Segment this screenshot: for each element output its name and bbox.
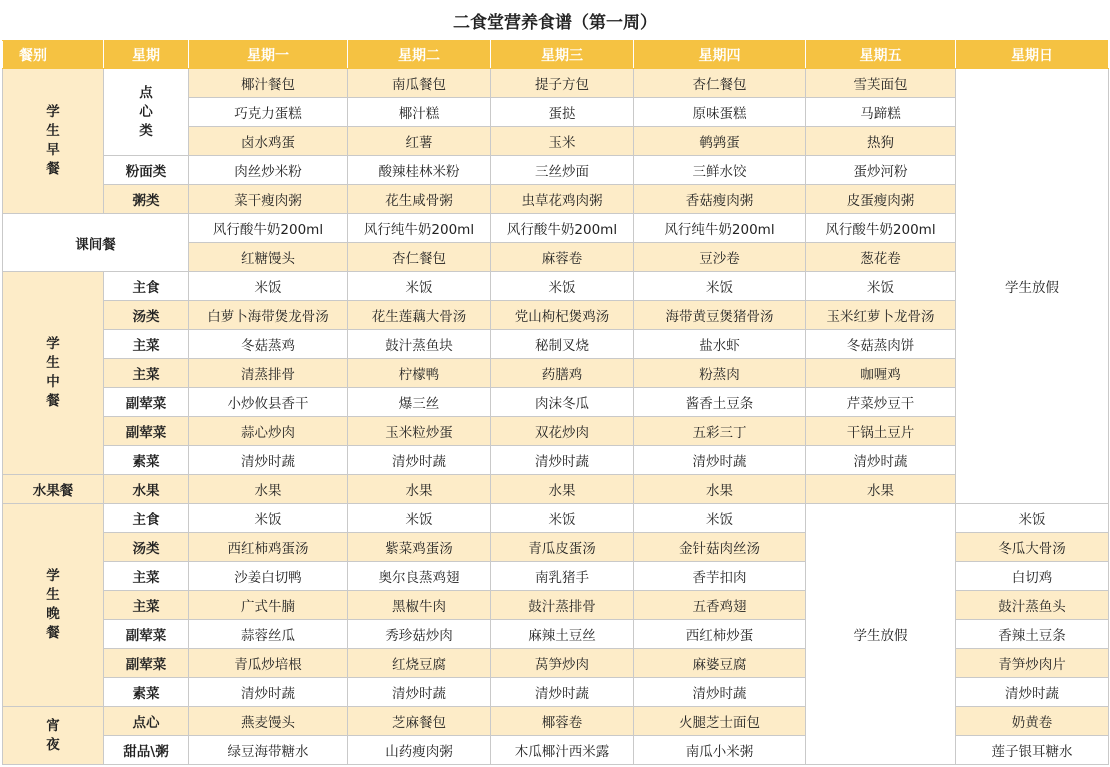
category-breakfast-label: 学 生 早 餐 [46, 104, 60, 177]
menu-cell[interactable]: 红烧豆腐 [348, 649, 491, 678]
header-row [3, 41, 1109, 69]
menu-cell[interactable]: 清炒时蔬 [491, 678, 634, 707]
menu-cell[interactable]: 米饭 [806, 272, 956, 301]
menu-cell[interactable]: 清炒时蔬 [634, 446, 806, 475]
category-dinner-label: 学 生 晚 餐 [46, 568, 60, 641]
menu-cell[interactable]: 米饭 [634, 504, 806, 533]
table-row [3, 446, 1109, 475]
menu-cell[interactable]: 金针菇肉丝汤 [634, 533, 806, 562]
menu-cell[interactable]: 菜干瘦肉粥 [189, 185, 348, 214]
menu-cell[interactable]: 虫草花鸡肉粥 [491, 185, 634, 214]
menu-cell[interactable]: 清炒时蔬 [634, 678, 806, 707]
subcategory[interactable]: 主菜 [104, 591, 189, 620]
menu-cell[interactable]: 米饭 [956, 504, 1109, 533]
menu-cell[interactable]: 南瓜小米粥 [634, 736, 806, 765]
menu-cell[interactable]: 莲子银耳糖水 [956, 736, 1109, 765]
menu-cell[interactable]: 药膳鸡 [491, 359, 634, 388]
header-day[interactable]: 星期一 [189, 41, 348, 69]
menu-cell[interactable]: 杏仁餐包 [634, 69, 806, 98]
menu-cell[interactable]: 水果 [634, 475, 806, 504]
menu-cell[interactable]: 鼓汁蒸排骨 [491, 591, 634, 620]
menu-cell[interactable]: 芝麻餐包 [348, 707, 491, 736]
menu-cell[interactable]: 南瓜餐包 [348, 69, 491, 98]
menu-cell[interactable]: 豆沙卷 [634, 243, 806, 272]
table-row [3, 69, 1109, 98]
menu-cell[interactable]: 清炒时蔬 [806, 446, 956, 475]
friday-holiday-cell[interactable]: 学生放假 [806, 504, 956, 765]
menu-cell[interactable]: 咖喱鸡 [806, 359, 956, 388]
menu-cell[interactable]: 酸辣桂林米粉 [348, 156, 491, 185]
menu-cell[interactable]: 紫菜鸡蛋汤 [348, 533, 491, 562]
menu-cell[interactable]: 热狗 [806, 127, 956, 156]
subcategory[interactable]: 点心 [104, 707, 189, 736]
subcategory-noodle[interactable]: 粉面类 [104, 156, 189, 185]
subcategory[interactable]: 主食 [104, 504, 189, 533]
subcategory[interactable]: 汤类 [104, 533, 189, 562]
header-day[interactable]: 星期四 [634, 41, 806, 69]
menu-cell[interactable]: 红薯 [348, 127, 491, 156]
header-day[interactable]: 星期日 [956, 41, 1109, 69]
menu-cell[interactable]: 提子方包 [491, 69, 634, 98]
menu-cell[interactable]: 水果 [491, 475, 634, 504]
menu-cell[interactable]: 肉丝炒米粉 [189, 156, 348, 185]
subcategory[interactable]: 副荤菜 [104, 417, 189, 446]
menu-cell[interactable]: 香辣土豆条 [956, 620, 1109, 649]
subcategory-dimsum[interactable] [104, 69, 189, 156]
menu-cell[interactable]: 花生咸骨粥 [348, 185, 491, 214]
table-row [3, 272, 1109, 301]
menu-cell[interactable]: 雪芙面包 [806, 69, 956, 98]
table-row [3, 301, 1109, 330]
category-dinner[interactable] [3, 504, 104, 707]
subcategory[interactable]: 水果 [104, 475, 189, 504]
table-row [3, 417, 1109, 446]
menu-cell[interactable]: 风行酸牛奶200ml [189, 214, 348, 243]
subcategory[interactable]: 素菜 [104, 446, 189, 475]
menu-cell[interactable]: 清蒸排骨 [189, 359, 348, 388]
menu-cell[interactable]: 盐水虾 [634, 330, 806, 359]
menu-cell[interactable]: 皮蛋瘦肉粥 [806, 185, 956, 214]
subcategory[interactable]: 副荤菜 [104, 620, 189, 649]
menu-cell[interactable]: 沙姜白切鸭 [189, 562, 348, 591]
menu-cell[interactable]: 玉米 [491, 127, 634, 156]
menu-cell[interactable]: 风行纯牛奶200ml [634, 214, 806, 243]
menu-cell[interactable]: 小炒攸县香干 [189, 388, 348, 417]
menu-cell[interactable]: 米饭 [491, 272, 634, 301]
table-row [3, 388, 1109, 417]
menu-cell[interactable]: 山药瘦肉粥 [348, 736, 491, 765]
menu-cell[interactable]: 米饭 [348, 272, 491, 301]
menu-cell[interactable]: 白切鸡 [956, 562, 1109, 591]
subcategory[interactable]: 汤类 [104, 301, 189, 330]
menu-cell[interactable]: 清炒时蔬 [348, 446, 491, 475]
menu-cell[interactable]: 三鲜水饺 [634, 156, 806, 185]
menu-cell[interactable]: 椰蓉卷 [491, 707, 634, 736]
menu-cell[interactable]: 麻婆豆腐 [634, 649, 806, 678]
menu-cell[interactable]: 水果 [189, 475, 348, 504]
menu-cell[interactable]: 三丝炒面 [491, 156, 634, 185]
menu-cell[interactable]: 蒜蓉丝瓜 [189, 620, 348, 649]
table-row [3, 156, 1109, 185]
table-row [3, 330, 1109, 359]
menu-cell[interactable]: 葱花卷 [806, 243, 956, 272]
category-supper-label: 宵 夜 [46, 717, 60, 753]
table-row [3, 185, 1109, 214]
menu-cell[interactable]: 米饭 [348, 504, 491, 533]
menu-table [2, 40, 1109, 765]
menu-cell[interactable]: 水果 [806, 475, 956, 504]
menu-cell[interactable]: 香芋扣肉 [634, 562, 806, 591]
menu-cell[interactable]: 党山枸杞煲鸡汤 [491, 301, 634, 330]
menu-cell[interactable]: 五彩三丁 [634, 417, 806, 446]
menu-cell[interactable]: 清炒时蔬 [189, 446, 348, 475]
menu-cell[interactable]: 红糖馒头 [189, 243, 348, 272]
menu-cell[interactable]: 燕麦馒头 [189, 707, 348, 736]
menu-cell[interactable]: 肉沫冬瓜 [491, 388, 634, 417]
category-snack[interactable]: 课间餐 [3, 214, 189, 272]
menu-cell[interactable]: 米饭 [189, 272, 348, 301]
menu-cell[interactable]: 清炒时蔬 [189, 678, 348, 707]
menu-cell[interactable]: 米饭 [634, 272, 806, 301]
menu-cell[interactable]: 椰汁糕 [348, 98, 491, 127]
menu-cell[interactable]: 酱香土豆条 [634, 388, 806, 417]
category-lunch[interactable] [3, 272, 104, 475]
menu-cell[interactable]: 柠檬鸭 [348, 359, 491, 388]
category-breakfast[interactable] [3, 69, 104, 214]
menu-cell[interactable]: 干锅土豆片 [806, 417, 956, 446]
menu-cell[interactable]: 奶黄卷 [956, 707, 1109, 736]
menu-cell[interactable]: 鼓汁蒸鱼块 [348, 330, 491, 359]
menu-cell[interactable]: 爆三丝 [348, 388, 491, 417]
menu-cell[interactable]: 海带黄豆煲猪骨汤 [634, 301, 806, 330]
sunday-holiday-cell[interactable]: 学生放假 [956, 69, 1109, 504]
menu-cell[interactable]: 奥尔良蒸鸡翅 [348, 562, 491, 591]
menu-cell[interactable]: 椰汁餐包 [189, 69, 348, 98]
menu-cell[interactable]: 冬瓜大骨汤 [956, 533, 1109, 562]
menu-cell[interactable]: 玉米粒炒蛋 [348, 417, 491, 446]
menu-cell[interactable]: 青瓜炒培根 [189, 649, 348, 678]
menu-cell[interactable]: 莴笋炒肉 [491, 649, 634, 678]
menu-cell[interactable]: 芹菜炒豆干 [806, 388, 956, 417]
menu-cell[interactable]: 米饭 [189, 504, 348, 533]
subcategory[interactable]: 副荤菜 [104, 649, 189, 678]
menu-cell[interactable]: 白萝卜海带煲龙骨汤 [189, 301, 348, 330]
menu-cell[interactable]: 清炒时蔬 [491, 446, 634, 475]
menu-cell[interactable]: 鹌鹑蛋 [634, 127, 806, 156]
subcategory[interactable]: 主菜 [104, 330, 189, 359]
menu-cell[interactable]: 鼓汁蒸鱼头 [956, 591, 1109, 620]
menu-cell[interactable]: 粉蒸肉 [634, 359, 806, 388]
menu-cell[interactable]: 冬菇蒸肉饼 [806, 330, 956, 359]
table-row [3, 214, 1109, 243]
category-lunch-label: 学 生 中 餐 [46, 336, 60, 409]
menu-cell[interactable]: 马蹄糕 [806, 98, 956, 127]
menu-cell[interactable]: 香菇瘦肉粥 [634, 185, 806, 214]
menu-title: 二食堂营养食谱（第一周） [0, 0, 1110, 40]
menu-cell[interactable]: 西红柿鸡蛋汤 [189, 533, 348, 562]
menu-cell[interactable]: 风行酸牛奶200ml [491, 214, 634, 243]
menu-cell[interactable]: 杏仁餐包 [348, 243, 491, 272]
category-fruit[interactable]: 水果餐 [3, 475, 104, 504]
table-row [3, 359, 1109, 388]
menu-cell[interactable]: 玉米红萝卜龙骨汤 [806, 301, 956, 330]
menu-cell[interactable]: 火腿芝士面包 [634, 707, 806, 736]
subcategory[interactable]: 素菜 [104, 678, 189, 707]
menu-cell[interactable]: 麻辣土豆丝 [491, 620, 634, 649]
header-weekday[interactable]: 星期 [104, 41, 189, 69]
subcategory-dimsum-label: 点 心 类 [139, 84, 153, 139]
menu-cell[interactable]: 巧克力蛋糕 [189, 98, 348, 127]
subcategory[interactable]: 甜品\粥 [104, 736, 189, 765]
subcategory[interactable]: 副荤菜 [104, 388, 189, 417]
menu-cell[interactable]: 西红柿炒蛋 [634, 620, 806, 649]
subcategory-congee[interactable]: 粥类 [104, 185, 189, 214]
menu-cell[interactable]: 麻蓉卷 [491, 243, 634, 272]
menu-cell[interactable]: 原味蛋糕 [634, 98, 806, 127]
category-supper[interactable] [3, 707, 104, 765]
menu-cell[interactable]: 秀珍菇炒肉 [348, 620, 491, 649]
header-day[interactable]: 星期二 [348, 41, 491, 69]
menu-cell[interactable]: 清炒时蔬 [956, 678, 1109, 707]
menu-cell[interactable]: 卤水鸡蛋 [189, 127, 348, 156]
menu-cell[interactable]: 双花炒肉 [491, 417, 634, 446]
menu-cell[interactable]: 五香鸡翅 [634, 591, 806, 620]
subcategory[interactable]: 主菜 [104, 562, 189, 591]
menu-cell[interactable]: 风行纯牛奶200ml [348, 214, 491, 243]
menu-cell[interactable]: 青瓜皮蛋汤 [491, 533, 634, 562]
menu-cell[interactable]: 蛋挞 [491, 98, 634, 127]
menu-cell[interactable]: 黑椒牛肉 [348, 591, 491, 620]
table-row [3, 504, 1109, 533]
menu-cell[interactable]: 青笋炒肉片 [956, 649, 1109, 678]
subcategory[interactable]: 主食 [104, 272, 189, 301]
menu-cell[interactable]: 秘制叉烧 [491, 330, 634, 359]
menu-cell[interactable]: 米饭 [491, 504, 634, 533]
header-meal[interactable]: 餐别 [3, 41, 104, 69]
menu-cell[interactable]: 广式牛腩 [189, 591, 348, 620]
menu-cell[interactable]: 蒜心炒肉 [189, 417, 348, 446]
table-row [3, 475, 1109, 504]
header-day[interactable]: 星期三 [491, 41, 634, 69]
subcategory[interactable]: 主菜 [104, 359, 189, 388]
menu-cell[interactable]: 冬菇蒸鸡 [189, 330, 348, 359]
menu-cell[interactable]: 蛋炒河粉 [806, 156, 956, 185]
menu-cell[interactable]: 南乳猪手 [491, 562, 634, 591]
menu-cell[interactable]: 花生莲藕大骨汤 [348, 301, 491, 330]
menu-cell[interactable]: 绿豆海带糖水 [189, 736, 348, 765]
menu-cell[interactable]: 风行酸牛奶200ml [806, 214, 956, 243]
menu-cell[interactable]: 水果 [348, 475, 491, 504]
menu-cell[interactable]: 清炒时蔬 [348, 678, 491, 707]
menu-cell[interactable]: 木瓜椰汁西米露 [491, 736, 634, 765]
header-day[interactable]: 星期五 [806, 41, 956, 69]
